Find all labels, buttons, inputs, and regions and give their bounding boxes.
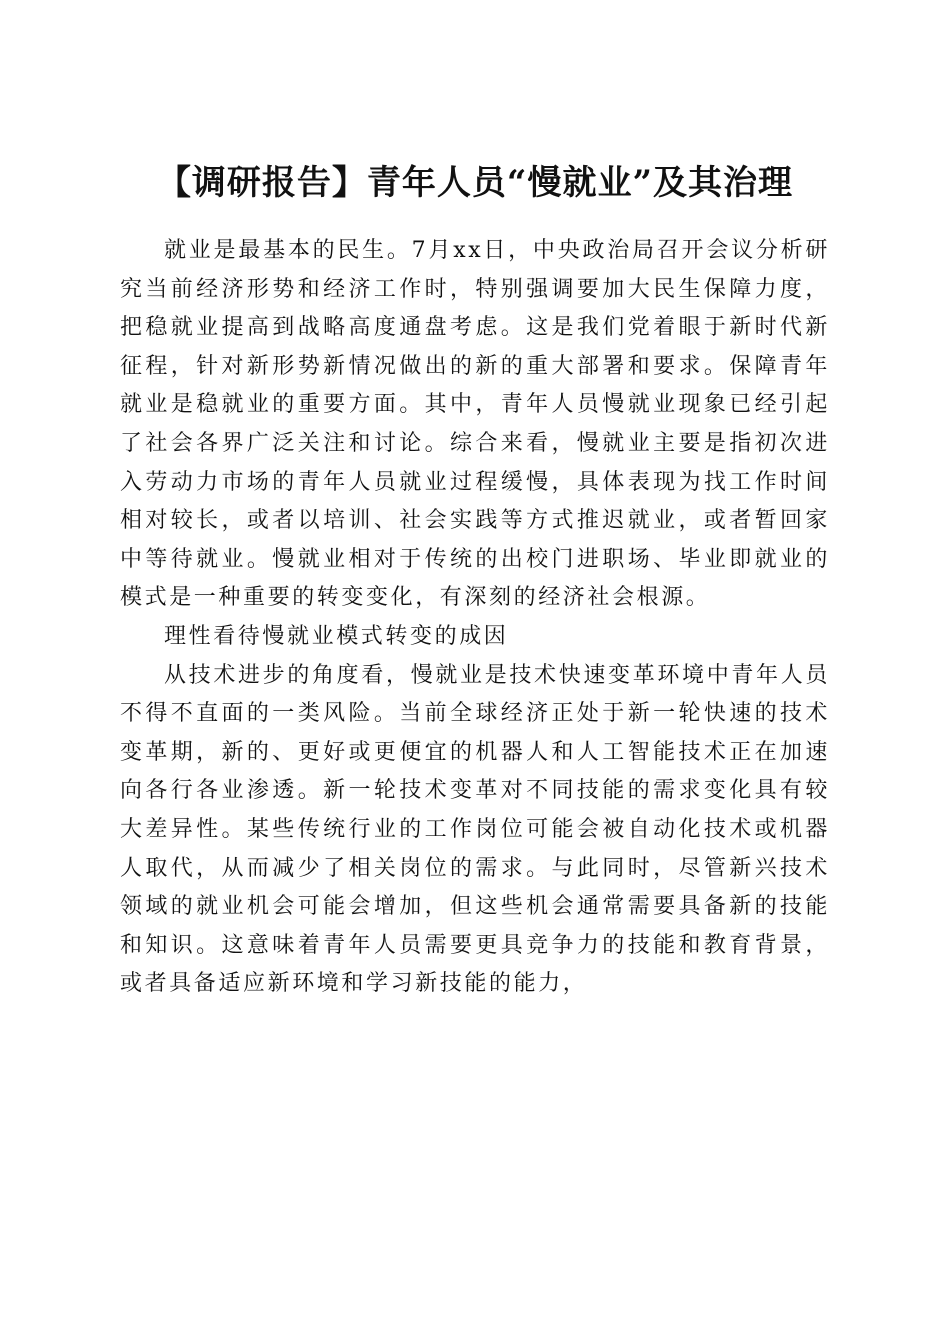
paragraph-intro: 就业是最基本的民生。7月xx日，中央政治局召开会议分析研究当前经济形势和经济工作时，特别强调要加大民生保障力度，把稳就业提高到战略高度通盘考虑。这是我们党着眼于新时代新征程，针对新形势新情况做出的新的重大部署和要求。保障青年就业是稳就业的重要方面。其中，青年人员慢就业现象已经引起了社会各界广泛关注和讨论。综合来看，慢就业主要是指初次进入劳动力市场的青年人员就业过程缓慢，具体表现为找工作时间相对较长，或者以培训、社会实践等方式推迟就业，或者暂回家中等待就业。慢就业相对于传统的出校门进职场、毕业即就业的模式是一种重要的转变变化，有深刻的经济社会根源。 (120, 238, 830, 611)
section-heading: 理性看待慢就业模式转变的成因 (164, 623, 509, 649)
paragraph-technology: 从技术进步的角度看，慢就业是技术快速变革环境中青年人员不得不直面的一类风险。当前全球经济正处于新一轮快速的技术变革期，新的、更好或更便宜的机器人和人工智能技术正在加速向各行各业渗透。新一轮技术变革对不同技能的需求变化具有较大差异性。某些传统行业的工作岗位可能会被自动化技术或机器人取代，从而减少了相关岗位的需求。与此同时，尽管新兴技术领域的就业机会可能会增加，但这些机会通常需要具备新的技能和知识。这意味着青年人员需要更具竞争力的技能和教育背景，或者具备适应新环境和学习新技能的能力， (120, 662, 830, 997)
document-body (120, 232, 830, 1004)
document-title: 【调研报告】青年人员“慢就业”及其治理 (156, 162, 794, 203)
